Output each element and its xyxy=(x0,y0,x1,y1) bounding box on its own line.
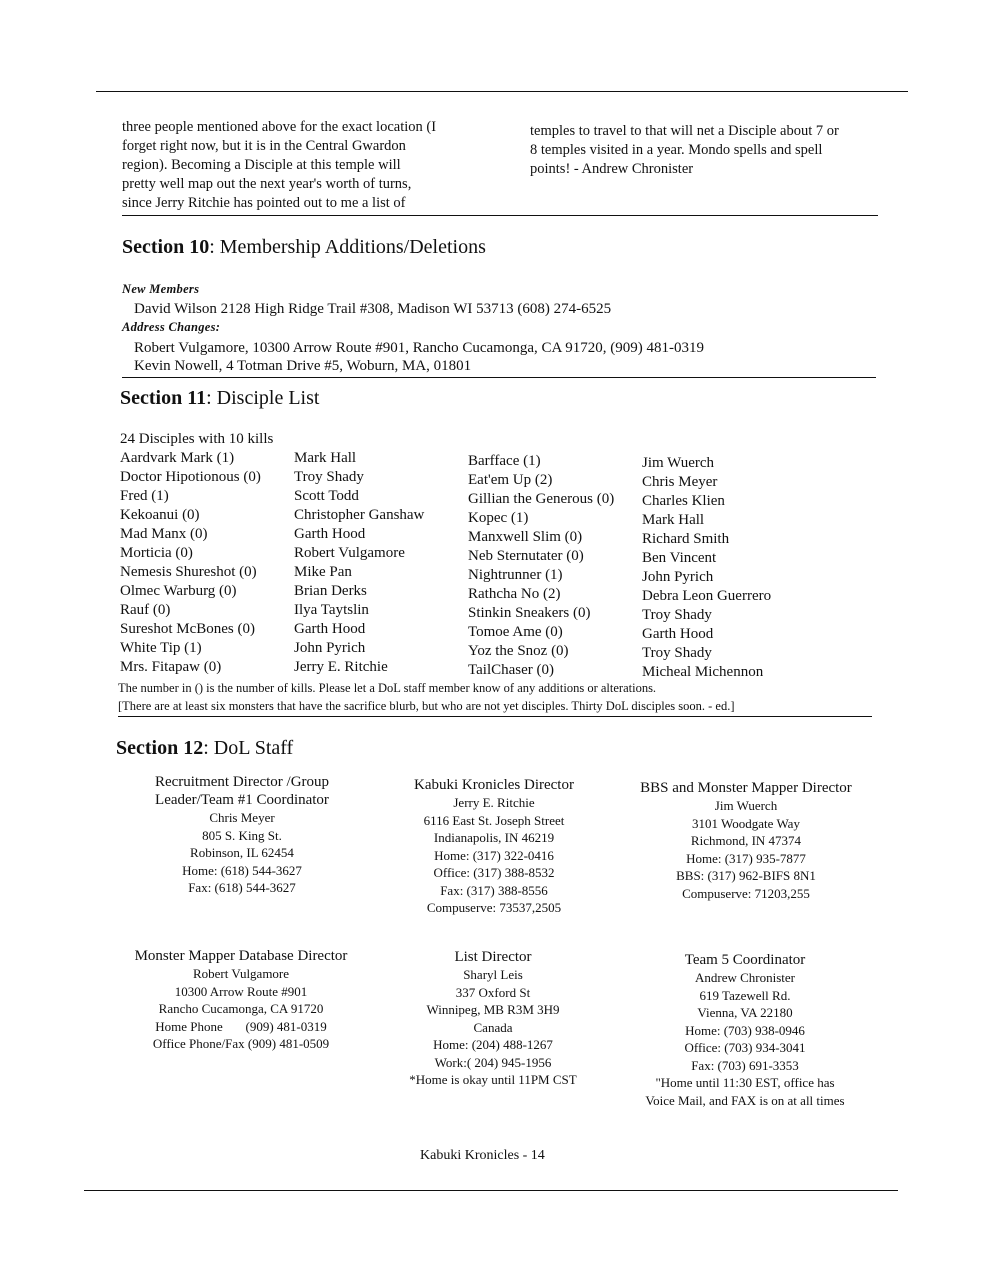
staff-line: Rancho Cucamonga, CA 91720 xyxy=(158,1001,324,1016)
disciple-column-1 xyxy=(120,449,261,677)
staff-line: 619 Tazewell Rd. xyxy=(699,987,791,1003)
section-12-heading xyxy=(116,737,293,760)
list-item: Scott Todd xyxy=(294,488,359,504)
list-item: Mrs. Fitapaw (0) xyxy=(120,659,222,675)
staff-line: Indianapolis, IN 46219 xyxy=(433,830,555,845)
list-item: Debra Leon Guerrero xyxy=(642,588,772,604)
staff-line: Fax: (317) 388-8556 xyxy=(440,882,548,898)
staff-line: Work:( 204) 945-1956 xyxy=(434,1054,552,1070)
text-line: temples to travel to that will net a Disciple about 7 or xyxy=(530,123,839,139)
section-11-heading xyxy=(120,387,319,410)
staff-line: 6116 East St. Joseph Street xyxy=(423,812,565,828)
disciple-column-2 xyxy=(294,449,424,677)
section-divider xyxy=(122,215,878,216)
staff-line: Vienna, VA 22180 xyxy=(697,1005,793,1020)
list-item: Troy Shady xyxy=(294,469,364,485)
staff-line: Compuserve: 71203,255 xyxy=(682,885,810,901)
list-item: White Tip (1) xyxy=(120,640,202,656)
staff-card-bbs-director xyxy=(622,779,870,902)
staff-card-database-director xyxy=(116,947,366,1053)
staff-title: Leader/Team #1 Coordinator xyxy=(155,792,329,808)
list-item: Charles Klien xyxy=(642,493,725,509)
staff-title: Recruitment Director /Group xyxy=(154,774,330,790)
staff-line: Andrew Chronister xyxy=(694,970,795,985)
list-item: Micheal Michennon xyxy=(642,664,764,680)
section-label: Section 11 xyxy=(120,387,207,409)
staff-line: Office Phone/Fax (909) 481-0509 xyxy=(152,1036,330,1051)
staff-line: Office: (317) 388-8532 xyxy=(433,865,555,880)
list-item: Christopher Ganshaw xyxy=(294,507,425,523)
staff-line: Office: (703) 934-3041 xyxy=(684,1040,806,1055)
staff-line: Canada xyxy=(473,1019,513,1035)
list-item: Richard Smith xyxy=(642,531,730,547)
disciple-column-4 xyxy=(642,454,771,682)
list-item: Doctor Hipotionous (0) xyxy=(120,469,261,485)
list-item: Olmec Warburg (0) xyxy=(120,583,237,599)
list-item: Rathcha No (2) xyxy=(468,586,561,602)
staff-line: 3101 Woodgate Way xyxy=(692,815,800,831)
staff-line: 337 Oxford St xyxy=(455,984,531,1000)
staff-line: Home: (317) 935-7877 xyxy=(686,850,806,866)
list-item: Neb Sternutater (0) xyxy=(468,548,584,564)
list-item: TailChaser (0) xyxy=(468,662,555,678)
staff-line: Compuserve: 73537,2505 xyxy=(426,900,562,915)
list-item: Garth Hood xyxy=(294,621,366,637)
address-changes-heading: Address Changes: xyxy=(122,320,221,334)
staff-card-kabuki-kronicles-director xyxy=(374,776,614,917)
section-label: Section 10 xyxy=(122,236,210,258)
new-members-heading: New Members xyxy=(122,282,200,296)
section-divider xyxy=(118,716,872,717)
list-item: Yoz the Snoz (0) xyxy=(468,643,569,659)
list-item: Nemesis Shureshot (0) xyxy=(120,564,257,580)
text-line: points! - Andrew Chronister xyxy=(530,161,694,177)
address-change-entry: Robert Vulgamore, 10300 Arrow Route #901, Rancho Cucamonga, CA 91720, (909) 481-0319 xyxy=(134,340,704,356)
staff-line: 805 S. King St. xyxy=(202,827,282,843)
staff-line: Home: (317) 322-0416 xyxy=(434,847,554,863)
list-item: John Pyrich xyxy=(294,640,366,656)
staff-line: Fax: (618) 544-3627 xyxy=(188,880,296,895)
list-item: Brian Derks xyxy=(294,583,367,599)
list-item: Robert Vulgamore xyxy=(294,545,405,561)
list-item: Ilya Taytslin xyxy=(294,602,369,618)
section-divider xyxy=(122,377,876,378)
staff-card-recruitment-director xyxy=(122,773,362,897)
list-item: Ben Vincent xyxy=(642,550,717,566)
text-line: pretty well map out the next year's worth of turns, xyxy=(122,176,412,192)
list-item: Mad Manx (0) xyxy=(120,526,208,542)
kills-note: The number in () is the number of kills. Please let a DoL staff member know of any additions or alterations. xyxy=(118,681,657,695)
list-item: Troy Shady xyxy=(642,645,712,661)
staff-line: *Home is okay until 11PM CST xyxy=(409,1072,577,1087)
list-item: Mark Hall xyxy=(642,512,705,528)
staff-title: Kabuki Kronicles Director xyxy=(414,777,574,793)
staff-line: Sharyl Leis xyxy=(463,967,523,982)
text-line: 8 temples visited in a year. Mondo spells and spell xyxy=(530,142,823,158)
staff-line: 10300 Arrow Route #901 xyxy=(174,983,308,999)
text-line: region). Becoming a Disciple at this temple will xyxy=(122,157,401,173)
continued-text-right xyxy=(530,122,890,179)
list-item: Morticia (0) xyxy=(120,545,193,561)
staff-line: Richmond, IN 47374 xyxy=(690,833,802,848)
list-item: Manxwell Slim (0) xyxy=(468,529,583,545)
list-item: Jerry E. Ritchie xyxy=(294,659,388,675)
list-item: Barfface (1) xyxy=(468,453,541,469)
staff-title: List Director xyxy=(454,949,532,965)
text-line: forget right now, but it is in the Central Gwardon xyxy=(122,138,406,154)
section-label: Section 12 xyxy=(116,737,204,759)
list-item: Garth Hood xyxy=(294,526,366,542)
bottom-rule xyxy=(84,1190,898,1191)
new-member-entry: David Wilson 2128 High Ridge Trail #308, Madison WI 53713 (608) 274-6525 xyxy=(134,301,612,317)
staff-title: Monster Mapper Database Director xyxy=(134,948,348,964)
list-item: John Pyrich xyxy=(642,569,714,585)
section-title: : Disciple List xyxy=(206,387,320,409)
staff-line: Robert Vulgamore xyxy=(192,966,290,981)
editor-note: [There are at least six monsters that have the sacrifice blurb, but who are not yet disciples. Thirty DoL disciples soon. - ed.] xyxy=(118,699,735,713)
staff-card-team5-coordinator xyxy=(618,951,872,1109)
list-item: Aardvark Mark (1) xyxy=(120,450,235,466)
staff-card-list-director xyxy=(380,948,606,1089)
list-item: Kekoanui (0) xyxy=(120,507,200,523)
address-change-entry: Kevin Nowell, 4 Totman Drive #5, Woburn, MA, 01801 xyxy=(134,358,472,374)
list-item: Tomoe Ame (0) xyxy=(468,624,563,640)
list-item: Rauf (0) xyxy=(120,602,171,618)
staff-title: BBS and Monster Mapper Director xyxy=(640,780,852,796)
list-item: Kopec (1) xyxy=(468,510,529,526)
continued-text-left xyxy=(122,118,482,213)
list-item: Gillian the Generous (0) xyxy=(468,491,615,507)
staff-line: Voice Mail, and FAX is on at all times xyxy=(645,1092,845,1108)
section-10-heading xyxy=(122,236,486,259)
staff-line: Home: (618) 544-3627 xyxy=(182,862,302,878)
text-line: three people mentioned above for the exact location (I xyxy=(122,119,437,135)
disciple-summary: 24 Disciples with 10 kills xyxy=(120,431,274,447)
section-title: : DoL Staff xyxy=(203,737,294,759)
list-item: Mike Pan xyxy=(294,564,352,580)
staff-line: Winnipeg, MB R3M 3H9 xyxy=(426,1002,560,1017)
staff-line: Home Phone (909) 481-0319 xyxy=(155,1018,327,1034)
list-item: Garth Hood xyxy=(642,626,714,642)
staff-line: Fax: (703) 691-3353 xyxy=(691,1057,799,1073)
disciple-column-3 xyxy=(468,452,614,680)
staff-line: Jerry E. Ritchie xyxy=(453,795,535,810)
staff-line: Robinson, IL 62454 xyxy=(190,845,294,860)
staff-line: BBS: (317) 962-BIFS 8N1 xyxy=(676,868,816,883)
list-item: Chris Meyer xyxy=(642,474,718,490)
staff-line: "Home until 11:30 EST, office has xyxy=(655,1075,835,1090)
list-item: Mark Hall xyxy=(294,450,357,466)
staff-title: Team 5 Coordinator xyxy=(684,952,806,968)
list-item: Jim Wuerch xyxy=(642,455,715,471)
list-item: Eat'em Up (2) xyxy=(468,472,553,488)
section-title: : Membership Additions/Deletions xyxy=(209,236,486,258)
list-item: Fred (1) xyxy=(120,488,169,504)
staff-line: Jim Wuerch xyxy=(714,798,778,813)
page-footer: Kabuki Kronicles - 14 xyxy=(420,1148,545,1163)
staff-line: Home: (204) 488-1267 xyxy=(433,1037,553,1052)
staff-line: Home: (703) 938-0946 xyxy=(685,1022,805,1038)
list-item: Sureshot McBones (0) xyxy=(120,621,255,637)
text-line: since Jerry Ritchie has pointed out to me a list of xyxy=(122,195,406,211)
top-rule xyxy=(96,91,908,92)
staff-line: Chris Meyer xyxy=(209,810,275,825)
list-item: Stinkin Sneakers (0) xyxy=(468,605,591,621)
list-item: Nightrunner (1) xyxy=(468,567,563,583)
list-item: Troy Shady xyxy=(642,607,712,623)
